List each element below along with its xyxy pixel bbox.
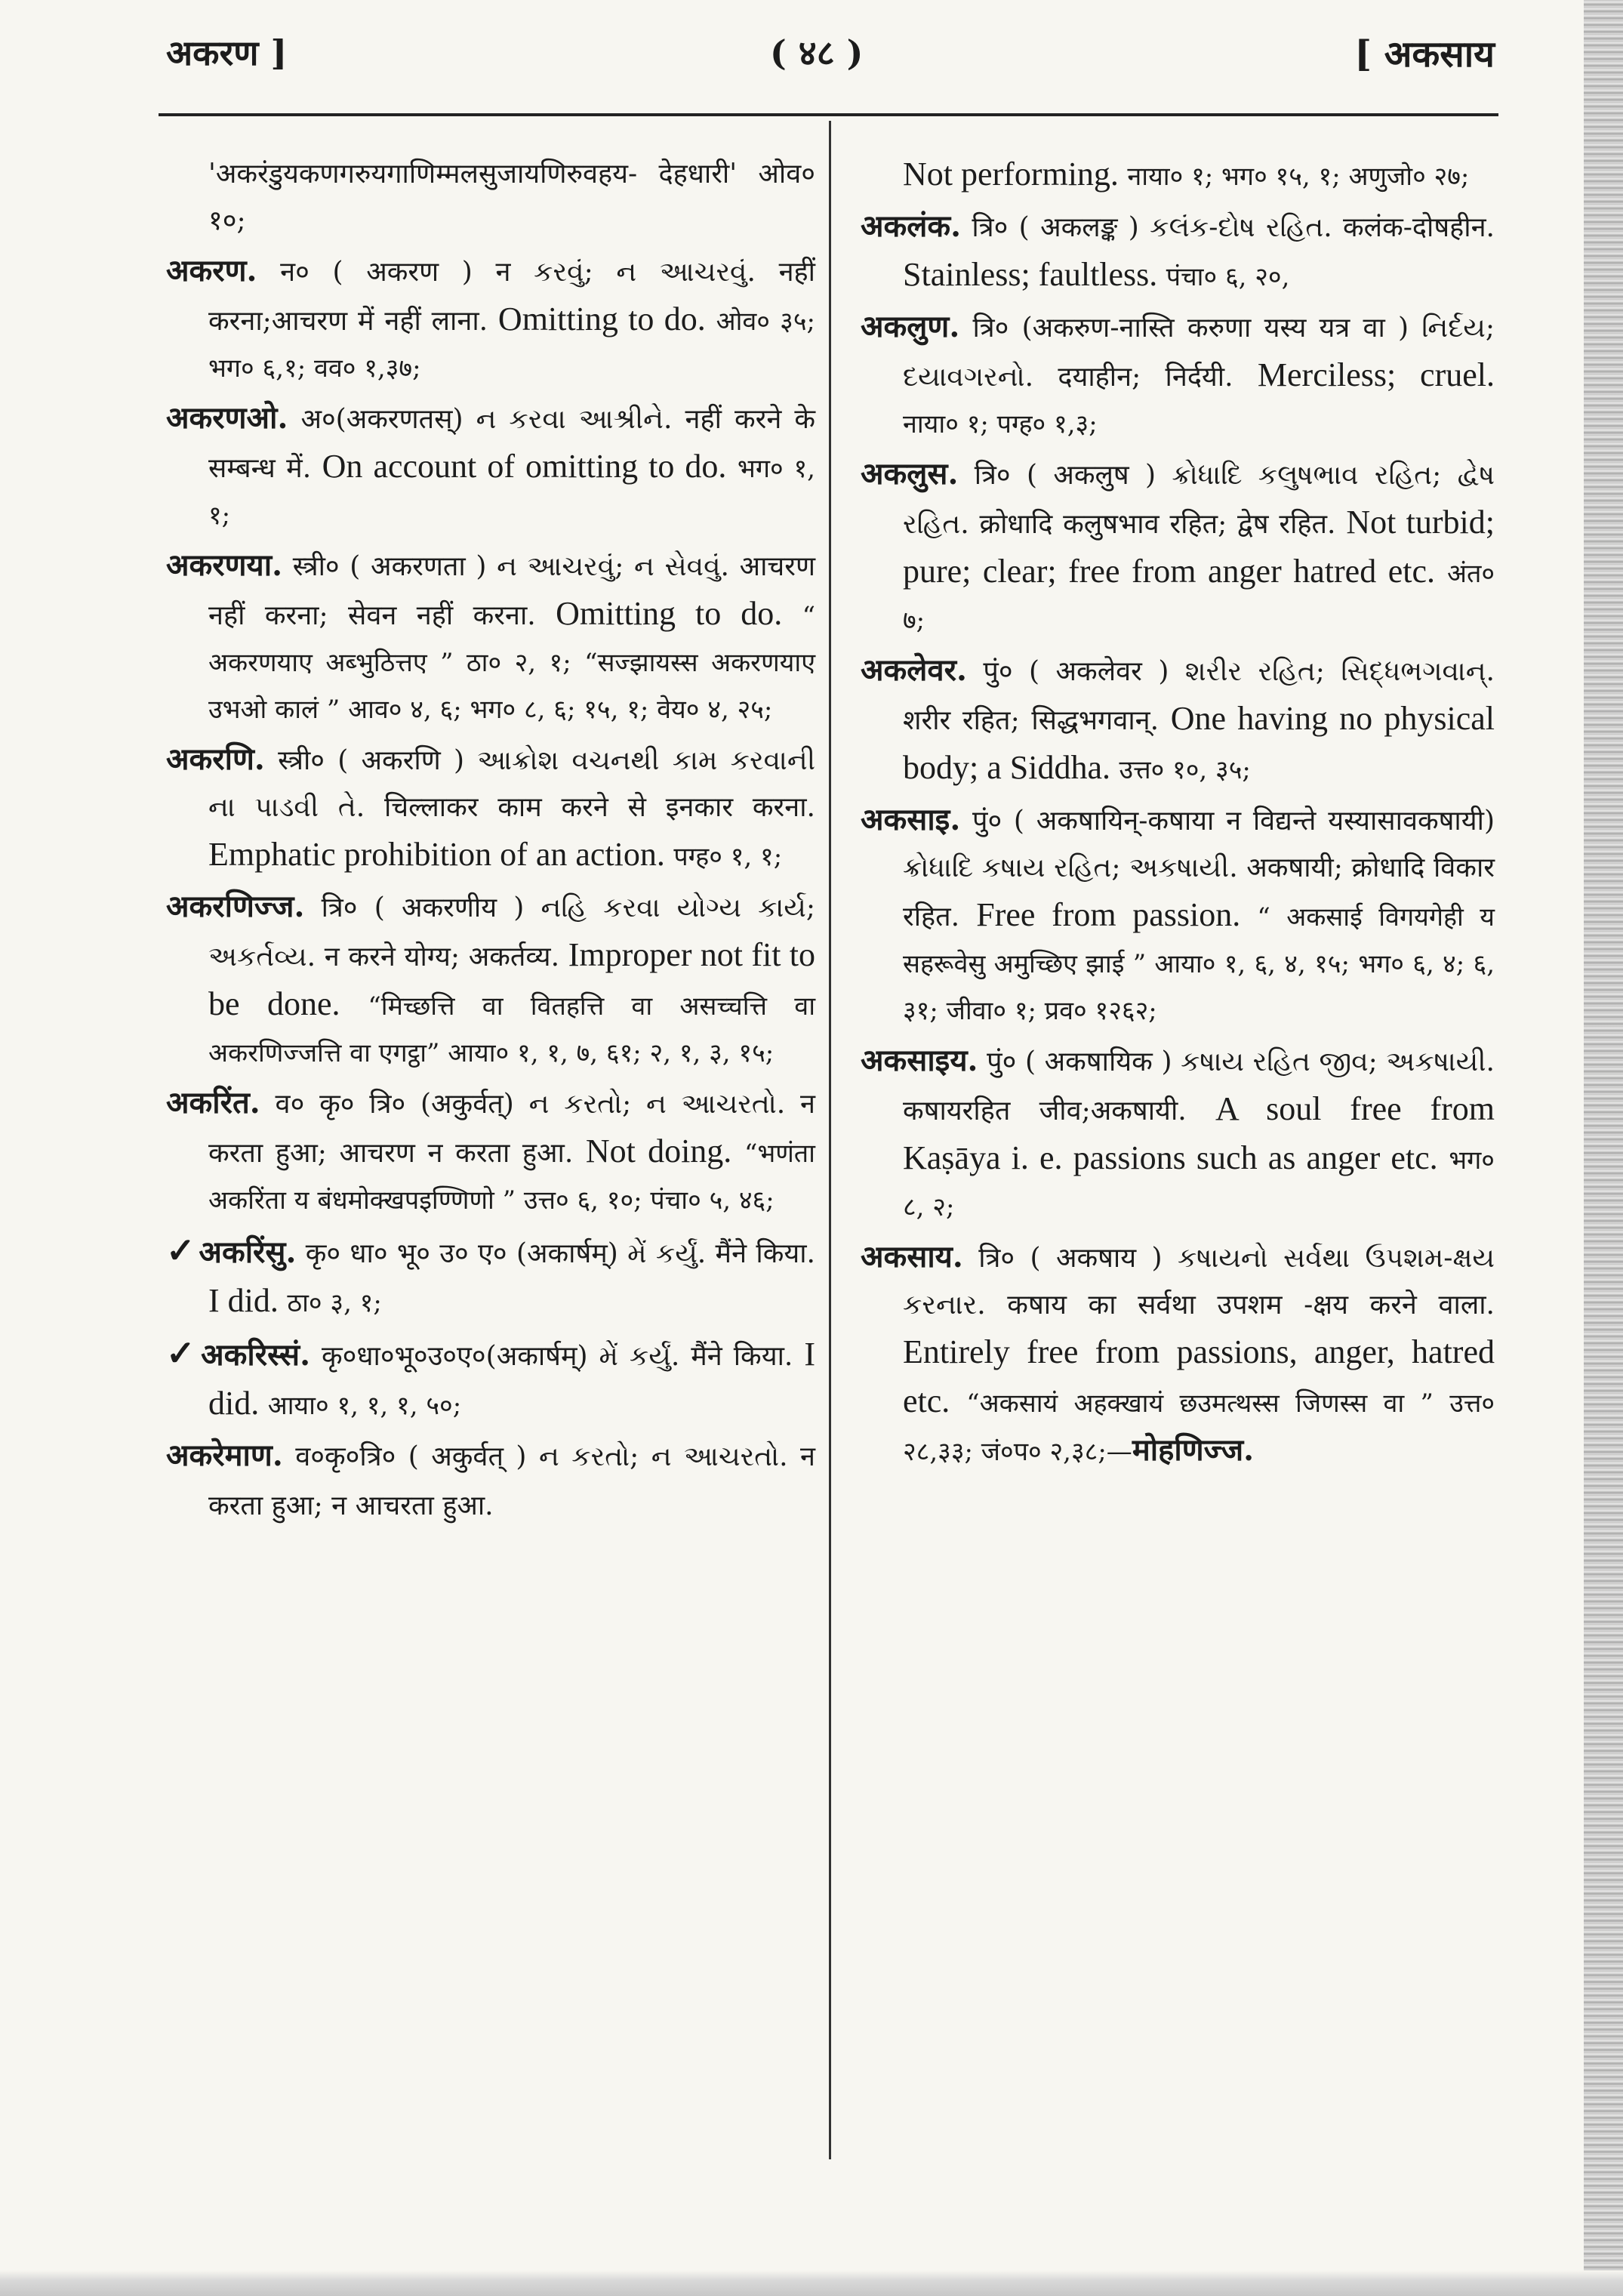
- dictionary-entry: ✓ अकरिस्सं. कृ०धा०भू०उ०ए०(अकार्षम्) મેં કર્યું. मैंने किया. I did. आया० १, १, १, ५०;: [166, 1333, 815, 1422]
- references: “मिच्छत्ति वा वितहत्ति वा असच्चत्ति वा अकरणिज्जत्ति वा एगट्ठा” आया० १, १, ७, ६१; २, १, ३, १५;: [208, 991, 816, 1068]
- column-divider: [829, 121, 831, 2159]
- dictionary-entry: अकलंक. त्रि० ( अकलङ्क ) કલંક-દોષ રહિત. कलंक-दोषहीन. Stainless; faultless. पंचा० ६, २०,: [861, 208, 1495, 293]
- headword: अकसाय.: [861, 1239, 963, 1274]
- references: नाया० १; भग० १५, १; अणुजो० २७;: [1127, 162, 1470, 192]
- headword: अकरणओ.: [166, 400, 288, 436]
- headword: अकरणिज्ज.: [166, 889, 305, 924]
- references: आया० १, १, १, ५०;: [267, 1391, 462, 1421]
- header-rule: [159, 113, 1498, 116]
- english-gloss: Omitting to do.: [556, 595, 783, 632]
- references: पग्ह० १, १;: [673, 842, 783, 872]
- references: पंचा० ६, २०,: [1166, 262, 1290, 292]
- page-header: [166, 29, 1495, 82]
- headword: अकसाइ.: [861, 802, 961, 837]
- headword: अकरिंसु.: [199, 1234, 297, 1270]
- english-gloss: One having no physical body; a Siddha.: [903, 700, 1495, 786]
- next-headword: मोहणिज्ज.: [1132, 1432, 1255, 1468]
- headword: अकसाइय.: [861, 1043, 978, 1078]
- header-right-guide-word: [ अकसाय: [1354, 33, 1495, 76]
- dictionary-entry: अकलेवर. पुं० ( अकलेवर ) શરીર રહિત; સિદ્ધભગવાન્. शरीर रहित; सिद्धभगवान्. One having no physical body; a Siddha. उत्त० १०, ३५;: [861, 652, 1495, 786]
- references: “भणंता अकरिंता य बंधमोक्खपइण्णिणो ” उत्त० ६, १०; पंचा० ५, ४६;: [208, 1139, 815, 1216]
- dictionary-entry: अकसाय. त्रि० ( अकषाय ) કષાયનો સર્વથા ઉપશમ-ક્ષય કરનાર. कषाय का सर्वथा उपशम -क्षय करने वाला. Entirely free from passions, anger, hatred etc. “अकसायं अहक्खायं छउमत्थस्स जिणस्स वा ” उत्त० २८,३३; जं०प० २,३८;—मोहणिज्ज.: [861, 1239, 1495, 1468]
- headword: अकलंक.: [861, 208, 962, 244]
- dictionary-entry: अकसाइ. पुं० ( अकषायिन्-कषाया न विद्यन्ते यस्यासावकषायी) ક્રોધાદિ કષાય રહિત; અકષાયી. अकषायी; क्रोधादि विकार रहित. Free from passion. “ अकसाई विगयगेही य सहरूवेसु अमुच्छिए झाई ” आया० १, ६, ४, १५; भग० ६, ४; ६, ३१; जीवा० १; प्रव० १२६२;: [861, 802, 1495, 1026]
- headword: अकलुण.: [861, 309, 960, 344]
- dictionary-entry: अकरेमाण. व०कृ०त्रि० ( अकुर्वत् ) ન કરતો; ન આચરતો. न करता हुआ; न आचरता हुआ.: [166, 1438, 815, 1521]
- english-gloss: I did.: [208, 1282, 279, 1319]
- english-gloss: Omitting to do.: [497, 300, 706, 337]
- dictionary-entry: अकरणिज्ज. त्रि० ( अकरणीय ) નહિ કરવા યોગ્ય કાર્ય; અકર્તવ્ય. न करने योग्य; अकर्तव्य. Improper not fit to be done. “मिच्छत्ति वा वितहत्ति वा असच्चत्ति वा अकरणिज्जत्ति वा एगट्ठा” आया० १, १, ७, ६१; २, १, ३, १५;: [166, 889, 816, 1068]
- references: भग० १, १;: [208, 454, 815, 531]
- dictionary-entry: अकरणओ. अ०(अकरणतस्) ન કરવા આશ્રીને. नहीं करने के सम्बन्ध में. On account of omitting to do. भग० १, १;: [166, 400, 815, 531]
- references: “ अकसाई विगयगेही य सहरूवेसु अमुच्छिए झाई ” आया० १, ६, ४, १५; भग० ६, ४; ६, ३१; जीवा० १; प्रव० १२६२;: [903, 902, 1495, 1026]
- dictionary-entry: अकलुस. त्रि० ( अकलुष ) ક્રોધાદિ કલુષભાવ રહિત; દ્વેષ રહિત. क्रोधादि कलुषभाव रहित; द्वेष रहित. Not turbid; pure; clear; free from anger hatred etc. अंत० ७;: [861, 456, 1495, 636]
- right-column: [861, 151, 1495, 1478]
- dictionary-entry: अकरिंत. व० कृ० त्रि० (अकुर्वत्) ન કરતો; ન આચરતો. न करता हुआ; आचरण न करता हुआ. Not doing. “भणंता अकरिंता य बंधमोक्खपइण्णिणो ” उत्त० ६, १०; पंचा० ५, ४६;: [166, 1085, 815, 1216]
- english-gloss: Entirely free from passions, anger, hatred etc.: [903, 1333, 1495, 1419]
- english-gloss: Not turbid; pure; clear; free from anger hatred etc.: [903, 504, 1495, 590]
- checkmark-icon: ✓: [166, 1230, 196, 1271]
- headword: अकलेवर.: [861, 652, 967, 688]
- references: भग० ८, २;: [903, 1145, 1495, 1222]
- continuation-entry: [861, 151, 1495, 200]
- english-gloss: A soul free from Kaṣāya i. e. passions such as anger etc.: [903, 1090, 1495, 1176]
- headword: अकरणया.: [166, 547, 283, 583]
- dictionary-entry: अकरणि. स्त्री० ( अकरणि ) આક્રોશ વચનથી કામ કરવાની ના પાડવી તે. चिल्लाकर काम करने से इनकार करना. Emphatic prohibition of an action. पग्ह० १, १;: [166, 741, 815, 873]
- references: ओव० ३५; भग० ६,१; वव० १,३७;: [208, 307, 815, 384]
- references: उत्त० १०, ३५;: [1119, 755, 1251, 785]
- page-number: ( ४८ ): [770, 32, 864, 73]
- dictionary-entry: अकसाइय. पुं० ( अकषायिक ) કષાય રહિત જીવ; અકષાયી. कषायरहित जीव;अकषायी. A soul free from Kaṣāya i. e. passions such as anger etc. भग० ८, २;: [861, 1043, 1495, 1222]
- scan-edge: [1584, 0, 1623, 2296]
- headword: अकरणि.: [166, 741, 265, 777]
- continuation-entry: 'अकरंडुयकणगरुयगाणिम्मलसुजायणिरुवहय- देहधारी' ओव० १०;: [208, 159, 815, 236]
- checkmark-icon: ✓: [166, 1333, 199, 1373]
- dictionary-entry: अकरणया. स्त्री० ( अकरणता ) ન આચરવું; ન સેવવું. आचरण नहीं करना; सेवन नहीं करना. Omitting to do. “ अकरणयाए अब्भुठित्तए ” ठा० २, १; “सज्झायस्स अकरणयाए उभओ कालं ” आव० ४, ६; भग० ८, ६; १५, १; वेय० ४, २५;: [166, 547, 815, 725]
- dictionary-entry: ✓ अकरिंसु. कृ० धा० भू० उ० ए० (अकार्षम्) મેં કર્યું. मैंने किया. I did. ठा० ३, १;: [166, 1230, 816, 1319]
- headword: अकरिस्सं.: [201, 1337, 311, 1373]
- scan-bottom-edge: [0, 2270, 1623, 2296]
- header-left-guide-word: अकरण ]: [166, 32, 288, 73]
- references: अंत० ७;: [903, 559, 1495, 636]
- english-gloss: Emphatic prohibition of an action.: [208, 836, 665, 873]
- references: ठा० ३, १;: [287, 1288, 382, 1318]
- english-gloss: Stainless; faultless.: [903, 256, 1158, 293]
- english-gloss: Merciless; cruel.: [1257, 356, 1495, 393]
- headword: अकरिंत.: [166, 1085, 260, 1120]
- english-gloss: Not doing.: [585, 1133, 732, 1170]
- english-gloss: I did.: [208, 1336, 815, 1422]
- headword: अकलुस.: [861, 456, 959, 492]
- references: नाया० १; पग्ह० १,३;: [903, 409, 1098, 439]
- dictionary-entry: अकरण. न० ( अकरण ) न કરવું; ન આચરવું. नहीं करना;आचरण में नहीं लाना. Omitting to do. ओव० ३५; भग० ६,१; वव० १,३७;: [166, 253, 816, 384]
- references: “अकसायं अहक्खायं छउमत्थस्स जिणस्स वा ” उत्त० २८,३३; जं०प० २,३८;—: [903, 1388, 1495, 1467]
- left-column: [166, 151, 815, 1533]
- english-gloss: Not performing.: [903, 156, 1119, 193]
- dictionary-entry: अकलुण. त्रि० (अकरुण-नास्ति करुणा यस्य यत्र वा ) નિર્દય; દયાવગરનો. दयाहीन; निर्दयी. Merciless; cruel. नाया० १; पग्ह० १,३;: [861, 309, 1495, 439]
- headword: अकरण.: [166, 253, 257, 288]
- english-gloss: Improper not fit to be done.: [208, 936, 815, 1022]
- english-gloss: Free from passion.: [976, 896, 1241, 933]
- english-gloss: On account of omitting to do.: [322, 448, 727, 485]
- references: “ अकरणयाए अब्भुठित्तए ” ठा० २, १; “सज्झायस्स अकरणयाए उभओ कालं ” आव० ४, ६; भग० ८, ६; १५, १; वेय० ४, २५;: [208, 601, 815, 725]
- headword: अकरेमाण.: [166, 1438, 283, 1473]
